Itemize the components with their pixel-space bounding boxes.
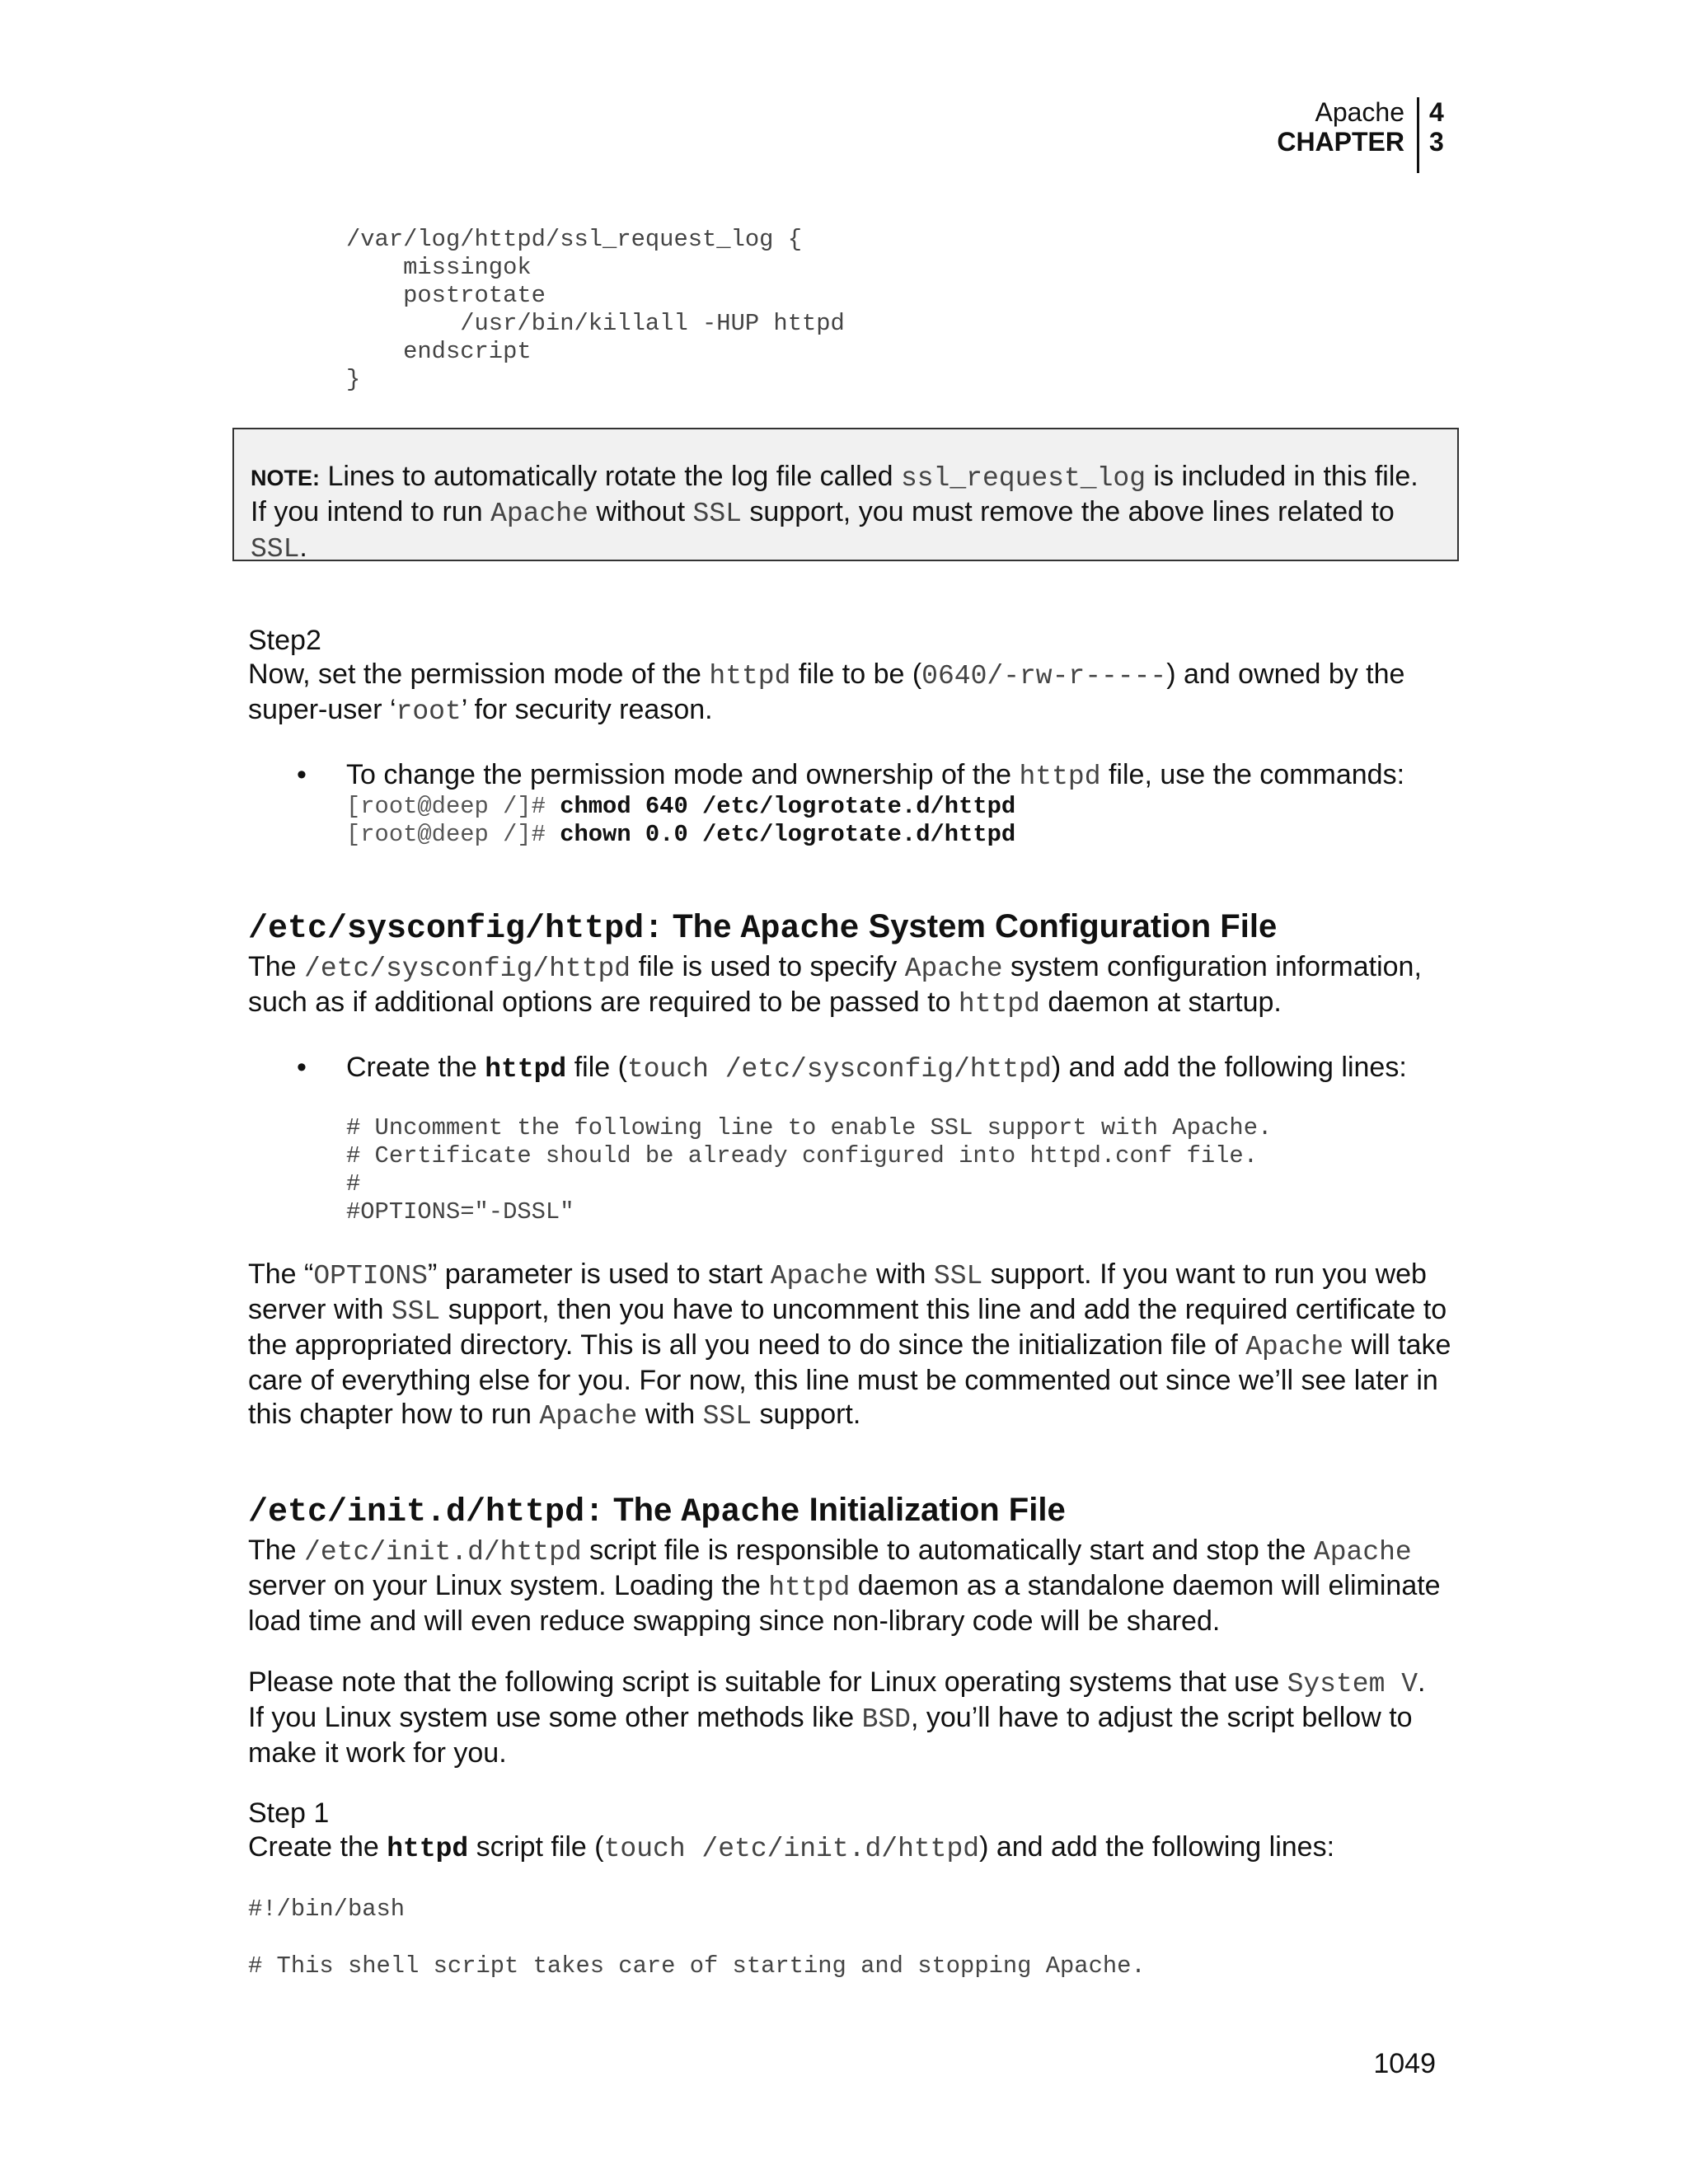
options-paragraph	[248, 1258, 1451, 1433]
sysconfig-code-block: # Uncomment the following line to enable SSL support with Apache. # Certificate should be already configured into httpd.conf file. # #OPTIONS="-DSSL"	[346, 1114, 1273, 1226]
header-chapter-number: 3	[1429, 127, 1444, 157]
para-text: ” parameter is used to start	[427, 1258, 771, 1290]
para-code: Apache	[1313, 1537, 1412, 1568]
header-chapter-name: Apache	[1315, 97, 1404, 127]
para-text: file is used to specify	[631, 951, 905, 982]
para-code: SSL	[391, 1296, 441, 1327]
bullet-text: Create the	[346, 1052, 485, 1083]
para-code: System V	[1287, 1669, 1418, 1699]
heading-code: Apache	[681, 1494, 800, 1531]
heading-code: Apache	[740, 911, 860, 948]
para-text: support, then you have to uncomment this line and add the required certificate to the appropriated directory. This is all you need to do since the initialization file of	[248, 1294, 1447, 1361]
note-text: support, you must remove the above lines related to	[741, 496, 1395, 527]
sysconfig-bullet-text	[346, 1051, 1451, 1086]
note-label: NOTE:	[251, 466, 320, 490]
para-text: The	[248, 951, 305, 982]
para-code: Apache	[904, 954, 1003, 984]
logrotate-code-block: /var/log/httpd/ssl_request_log { missingok postrotate /usr/bin/killall -HUP httpd endscript }	[346, 226, 845, 393]
heading-text: The	[663, 908, 741, 944]
para-text: with	[637, 1399, 703, 1430]
bullet-text: To change the permission mode and ownership of the	[346, 759, 1020, 790]
para-text: ) and add the following lines:	[979, 1831, 1335, 1863]
para-code: SSL	[933, 1261, 983, 1291]
step2-title: Step2	[248, 625, 321, 656]
para-text: , you’ll have to adjust the script bellow to make it work for you.	[248, 1702, 1413, 1769]
para-text: ) and owned by the super-user ‘	[248, 658, 1405, 725]
bullet-text: file, use the commands:	[1100, 759, 1405, 790]
para-text: server on your Linux system. Loading the	[248, 1570, 769, 1601]
bullet-marker: •	[297, 759, 307, 790]
para-text: support.	[752, 1399, 861, 1430]
para-code: Apache	[1245, 1332, 1344, 1362]
para-code: touch /etc/init.d/httpd	[603, 1834, 980, 1864]
system-v-note-paragraph	[248, 1666, 1443, 1770]
bullet-code: httpd	[1019, 762, 1101, 792]
initd-intro-paragraph	[248, 1534, 1443, 1638]
para-text: file to be (	[790, 658, 922, 690]
step1-title: Step 1	[248, 1797, 330, 1829]
note-code: ssl_request_log	[900, 463, 1146, 494]
command-line-chown	[346, 821, 1015, 849]
running-header-title	[1157, 97, 1404, 157]
para-text: . If you Linux system use some other methods like	[248, 1666, 1426, 1733]
note-text: is included in this file. If you intend to run	[251, 461, 1418, 527]
command-line-chmod	[346, 793, 1015, 821]
para-code: /etc/sysconfig/httpd	[304, 954, 631, 984]
para-code: BSD	[861, 1704, 911, 1735]
bullet-code: touch /etc/sysconfig/httpd	[626, 1054, 1052, 1085]
bullet-text: file (	[566, 1052, 627, 1083]
para-text: The	[248, 1535, 305, 1566]
shell-prompt: [root@deep /]#	[346, 821, 560, 848]
para-code: 0640/-rw-r-----	[921, 661, 1167, 691]
heading-text: Initialization File	[799, 1492, 1066, 1528]
para-text: ’ for security reason.	[461, 694, 713, 725]
para-text: with	[868, 1258, 934, 1290]
heading-code: /etc/init.d/httpd:	[248, 1494, 605, 1531]
step2-bullet-text	[346, 758, 1451, 794]
note-code: SSL	[692, 499, 742, 529]
note-code: SSL	[251, 534, 300, 565]
para-text: daemon at startup.	[1039, 987, 1282, 1018]
para-text: system configuration information, such as if additional options are required to be passed to	[248, 951, 1422, 1018]
para-text: The “	[248, 1258, 314, 1290]
shebang-code-line: #!/bin/bash	[248, 1896, 406, 1923]
header-divider	[1417, 97, 1419, 173]
para-text: script file (	[468, 1831, 604, 1863]
section-heading-initd	[248, 1490, 1066, 1533]
para-code: OPTIONS	[313, 1261, 428, 1291]
bullet-marker: •	[297, 1052, 307, 1083]
section-heading-sysconfig	[248, 907, 1277, 949]
running-header-number	[1429, 97, 1444, 157]
para-text: Please note that the following script is suitable for Linux operating systems that use	[248, 1666, 1287, 1698]
header-part-number: 4	[1429, 97, 1444, 127]
step2-paragraph	[248, 658, 1443, 729]
sysconfig-intro-paragraph	[248, 950, 1443, 1021]
shell-command: chmod 640 /etc/logrotate.d/httpd	[560, 793, 1016, 820]
para-code: Apache	[539, 1401, 638, 1432]
para-code-bold: httpd	[387, 1834, 469, 1864]
para-text: daemon as a standalone daemon will eliminate load time and will even reduce swapping since non-library code will be shared.	[248, 1570, 1441, 1637]
para-code: httpd	[958, 989, 1040, 1019]
step1-paragraph	[248, 1830, 1451, 1866]
page-number: 1049	[1373, 2048, 1436, 2079]
bullet-code-bold: httpd	[485, 1054, 567, 1085]
note-box	[232, 428, 1459, 565]
para-code: httpd	[709, 661, 791, 691]
para-text: will take care of everything else for you. For now, this line must be commented out since we’ll see later in this chapter how to run	[248, 1329, 1451, 1430]
heading-text: System Configuration File	[859, 908, 1278, 944]
note-code: Apache	[490, 499, 588, 529]
bullet-text: ) and add the following lines:	[1051, 1052, 1407, 1083]
para-code: /etc/init.d/httpd	[304, 1537, 582, 1568]
para-code: httpd	[768, 1572, 851, 1603]
para-code: SSL	[702, 1401, 753, 1432]
para-code: Apache	[770, 1261, 869, 1291]
para-text: support. If you want to run you web server with	[248, 1258, 1427, 1325]
note-text: .	[299, 532, 307, 563]
para-code: root	[396, 696, 462, 727]
note-text: Lines to automatically rotate the log file called	[320, 461, 901, 492]
heading-code: /etc/sysconfig/httpd:	[248, 911, 664, 948]
comment-code-line: # This shell script takes care of starting and stopping Apache.	[248, 1952, 1146, 1980]
para-text: Create the	[248, 1831, 387, 1863]
heading-text: The	[604, 1492, 682, 1528]
shell-prompt: [root@deep /]#	[346, 793, 560, 820]
para-text: Now, set the permission mode of the	[248, 658, 710, 690]
header-chapter-label: CHAPTER	[1277, 127, 1404, 157]
para-text: script file is responsible to automatically start and stop the	[581, 1535, 1314, 1566]
note-text: without	[588, 496, 693, 527]
shell-command: chown 0.0 /etc/logrotate.d/httpd	[560, 821, 1016, 848]
